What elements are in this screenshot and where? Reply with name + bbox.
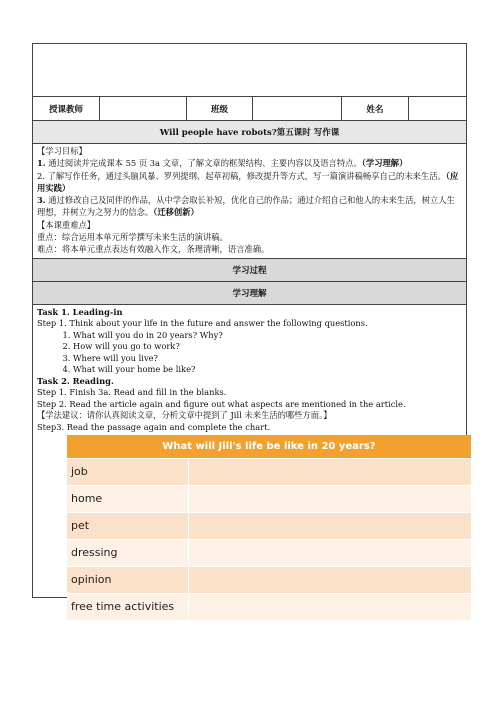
chart-row-label: opinion bbox=[67, 567, 189, 593]
learning-process-band: 学习过程 bbox=[33, 259, 466, 282]
name-label: 姓名 bbox=[342, 97, 409, 120]
chart-row-answer[interactable] bbox=[189, 459, 471, 485]
objectives-section bbox=[33, 144, 466, 259]
key-points-heading: 【本课重难点】 bbox=[37, 219, 96, 230]
jill-life-chart bbox=[67, 435, 471, 620]
learning-understanding-band: 学习理解 bbox=[33, 282, 466, 305]
task2-step1: Step 1. Finish 3a. Read and fill in the blanks. bbox=[37, 387, 227, 398]
info-row bbox=[33, 97, 466, 121]
chart-row-label: free time activities bbox=[67, 594, 189, 620]
objectives-heading: 【学习目标】 bbox=[37, 146, 87, 156]
teacher-label: 授课教师 bbox=[33, 97, 100, 120]
class-label: 班级 bbox=[187, 97, 253, 120]
chart-row bbox=[67, 512, 471, 539]
tasks-section bbox=[33, 305, 466, 614]
objective-2: 2. 了解写作任务，通过头脑风暴、罗列提纲、起草初稿，修改提升等方式，写一篇演讲稿畅享自己的未来生活。（应用实践） bbox=[37, 170, 459, 193]
chart-row-label: home bbox=[67, 486, 189, 512]
chart-row-label: pet bbox=[67, 513, 189, 539]
name-field[interactable] bbox=[409, 97, 466, 120]
chart-row-answer[interactable] bbox=[189, 594, 471, 620]
question-item: 4. What will your home be like? bbox=[73, 364, 462, 376]
objective-3: 3. 通过修改自己及同伴的作品，从中学会取长补短，优化自己的作品；通过介绍自己和他人的未来生活，树立人生理想，并树立为之努力的信念。（迁移创新） bbox=[37, 195, 455, 218]
question-item: 1. What will you do in 20 years? Why? bbox=[73, 330, 462, 342]
lesson-title: Will people have robots?第五课时 写作课 bbox=[33, 121, 466, 144]
question-item: 2. How will you go to work? bbox=[73, 341, 462, 353]
question-item: 3. Where will you live? bbox=[73, 353, 462, 365]
chart-row-answer[interactable] bbox=[189, 486, 471, 512]
teacher-field[interactable] bbox=[100, 97, 187, 120]
task1-step1: Step 1. Think about your life in the future and answer the following questions. bbox=[37, 318, 368, 329]
chart-row-answer[interactable] bbox=[189, 567, 471, 593]
question-list bbox=[37, 330, 462, 376]
task2-step3: Step3. Read the passage again and complete the chart. bbox=[37, 421, 271, 432]
chart-row-answer[interactable] bbox=[189, 540, 471, 566]
key-point: 重点：综合运用本单元所学撰写未来生活的演讲稿。 bbox=[37, 232, 228, 243]
task1-title: Task 1. Leading-in bbox=[37, 306, 123, 317]
objective-1: 1. 通过阅读并完成课本 55 页 3a 文章，了解文章的框架结构、主要内容以及语言特点。（学习理解） bbox=[37, 158, 408, 169]
chart-row-answer[interactable] bbox=[189, 513, 471, 539]
class-field[interactable] bbox=[253, 97, 342, 120]
task2-tip: 【学法建议：请你认真阅读文章，分析文章中提到了 Jill 未来生活的哪些方面。】 bbox=[37, 410, 332, 421]
chart-row bbox=[67, 485, 471, 512]
lesson-document bbox=[32, 43, 467, 614]
chart-row bbox=[67, 539, 471, 566]
chart-row bbox=[67, 566, 471, 593]
chart-row-label: job bbox=[67, 459, 189, 485]
task2-step2: Step 2. Read the article again and figure out what aspects are mentioned in the article. bbox=[37, 398, 406, 409]
task2-title: Task 2. Reading. bbox=[37, 375, 114, 386]
chart-title: What will Jill's life be like in 20 years? bbox=[67, 435, 471, 458]
chart-row bbox=[67, 458, 471, 485]
blank-header-area bbox=[33, 44, 466, 97]
difficult-point: 难点：将本单元重点表达有效融入作文，条理清晰，语言准确。 bbox=[37, 244, 270, 255]
chart-row bbox=[67, 593, 471, 620]
chart-row-label: dressing bbox=[67, 540, 189, 566]
